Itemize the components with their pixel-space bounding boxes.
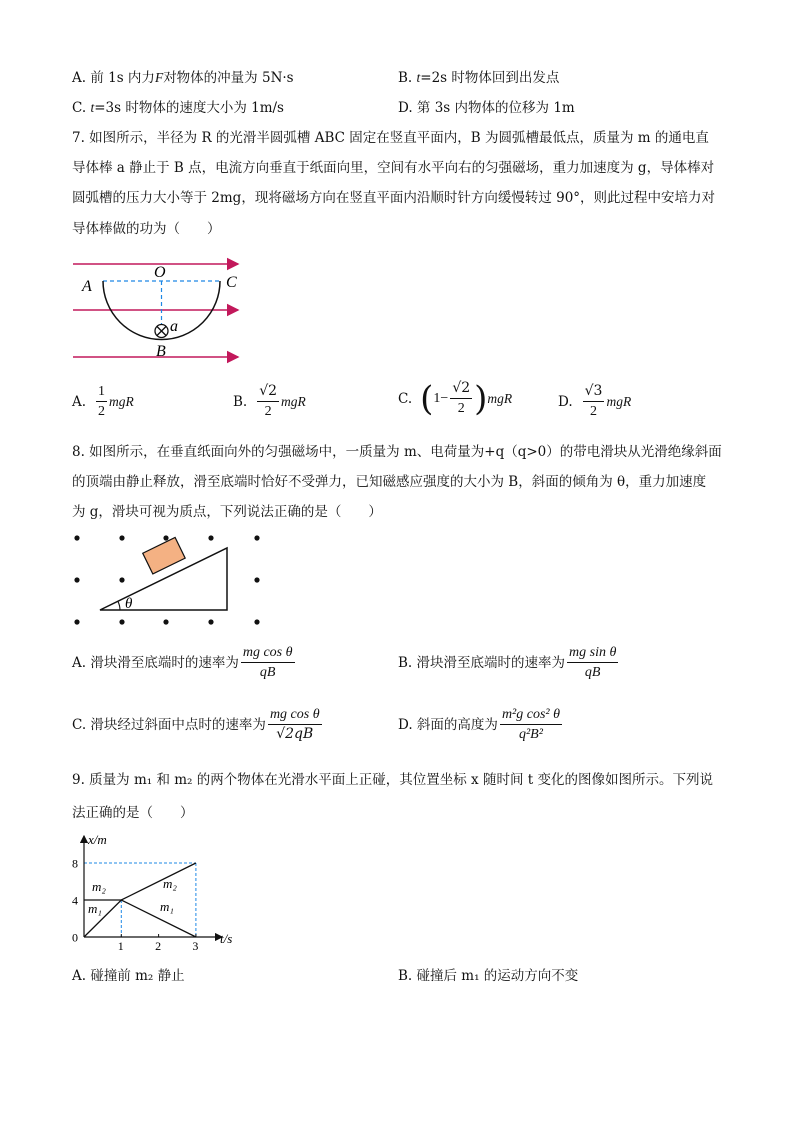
- label-a: a: [170, 318, 178, 335]
- q7-stem-line2: 导体棒 a 静止于 B 点，电流方向垂直于纸面向里，空间有水平向右的匀强磁场，重力加速度为 g，导体棒对: [72, 160, 715, 176]
- q8-stem-line3: 为 g，滑块可视为质点，下列说法正确的是（ ）: [72, 504, 382, 520]
- y-axis-label: x/m: [88, 832, 107, 847]
- label-O: O: [154, 264, 166, 281]
- q9-stem-line1: 9. 质量为 m₁ 和 m₂ 的两个物体在光滑水平面上正碰，其位置坐标 x 随时间 t 变化的图像如图所示。下列说: [72, 772, 713, 788]
- y-tick-label-0: 0: [72, 930, 78, 945]
- q7-option-d: D. $\frac{√3}{2}$ mgR: [558, 383, 632, 419]
- q9-xt-graph: [66, 830, 242, 952]
- series-label-m1-left: m₁: [88, 901, 102, 916]
- label-A: A: [82, 278, 92, 295]
- x-axis-label: t/s: [220, 931, 233, 946]
- series-label-m1-right: m₁: [160, 899, 174, 914]
- q9-option-a: A. 碰撞前 m₂ 静止: [72, 968, 185, 984]
- q9-option-b: B. 碰撞后 m₁ 的运动方向不变: [398, 968, 579, 984]
- q6-option-b: B. t=2s 时物体回到出发点: [398, 70, 560, 86]
- q7-stem-line3: 圆弧槽的压力大小等于 2mg，现将磁场方向在竖直平面内沿顺时针方向缓慢转过 90°，则此过程中安培力对: [72, 190, 716, 206]
- q8-option-c: C. 滑块经过斜面中点时的速率为 $\frac{\text{mg cos θ}}{√2qB}$: [72, 707, 320, 742]
- q7-option-c: C. ( 1− $\frac{√2}{2}$ ) mgR: [398, 378, 513, 419]
- q6-option-c: C. t=3s 时物体的速度大小为 1m/s: [72, 100, 284, 116]
- q8-stem-line1: 8. 如图所示，在垂直纸面向外的匀强磁场中，一质量为 m、电荷量为+q（q>0）的带电滑块从光滑绝缘斜面: [72, 444, 722, 460]
- q7-option-a: A. $\frac{1}{2}$ mgR: [72, 384, 134, 419]
- label-C: C: [226, 274, 237, 291]
- q7-stem-line1: 7. 如图所示，半径为 R 的光滑半圆弧槽 ABC 固定在竖直平面内，B 为圆弧槽最低点，质量为 m 的通电直: [72, 130, 709, 146]
- q8-option-b: B. 滑块滑至底端时的速率为 $\frac{\text{mg sin θ}}{qB}$: [398, 645, 617, 680]
- label-theta: θ: [125, 596, 133, 612]
- q8-option-a: A. 滑块滑至底端时的速率为 $\frac{\text{mg cos θ}}{qB}$: [72, 645, 293, 680]
- q8-option-d: D. 斜面的高度为 $\frac{\text{m²g cos² θ}}{\text{q²B²}}$: [398, 707, 560, 742]
- q8-stem-line2: 的顶端由静止释放，滑至底端时恰好不受弹力，已知磁感应强度的大小为 B，斜面的倾角为 θ，重力加速度: [72, 474, 707, 490]
- q6-option-a: A. 前 1s 内力F对物体的冲量为 5N·s: [72, 70, 294, 86]
- charged-slider-block: [143, 537, 185, 573]
- q7-figure: [68, 255, 248, 367]
- q8-figure: [68, 530, 268, 630]
- x-tick-label-2: 2: [155, 939, 162, 952]
- series-label-m2-left: m₂: [92, 879, 106, 894]
- q7-stem-line4: 导体棒做的功为（ ）: [72, 221, 221, 237]
- q7-option-b: B. $\frac{√2}{2}$ mgR: [233, 383, 306, 419]
- q9-stem-line2: 法正确的是（ ）: [72, 805, 194, 821]
- y-tick-label-4: 4: [72, 893, 78, 908]
- q6-option-d: D. 第 3s 内物体的位移为 1m: [398, 100, 575, 116]
- x-tick-label-3: 3: [192, 939, 199, 952]
- label-B: B: [156, 343, 166, 360]
- x-tick-label-1: 1: [117, 939, 124, 952]
- series-label-m2-right: m₂: [163, 876, 177, 891]
- y-tick-label-8: 8: [72, 856, 78, 871]
